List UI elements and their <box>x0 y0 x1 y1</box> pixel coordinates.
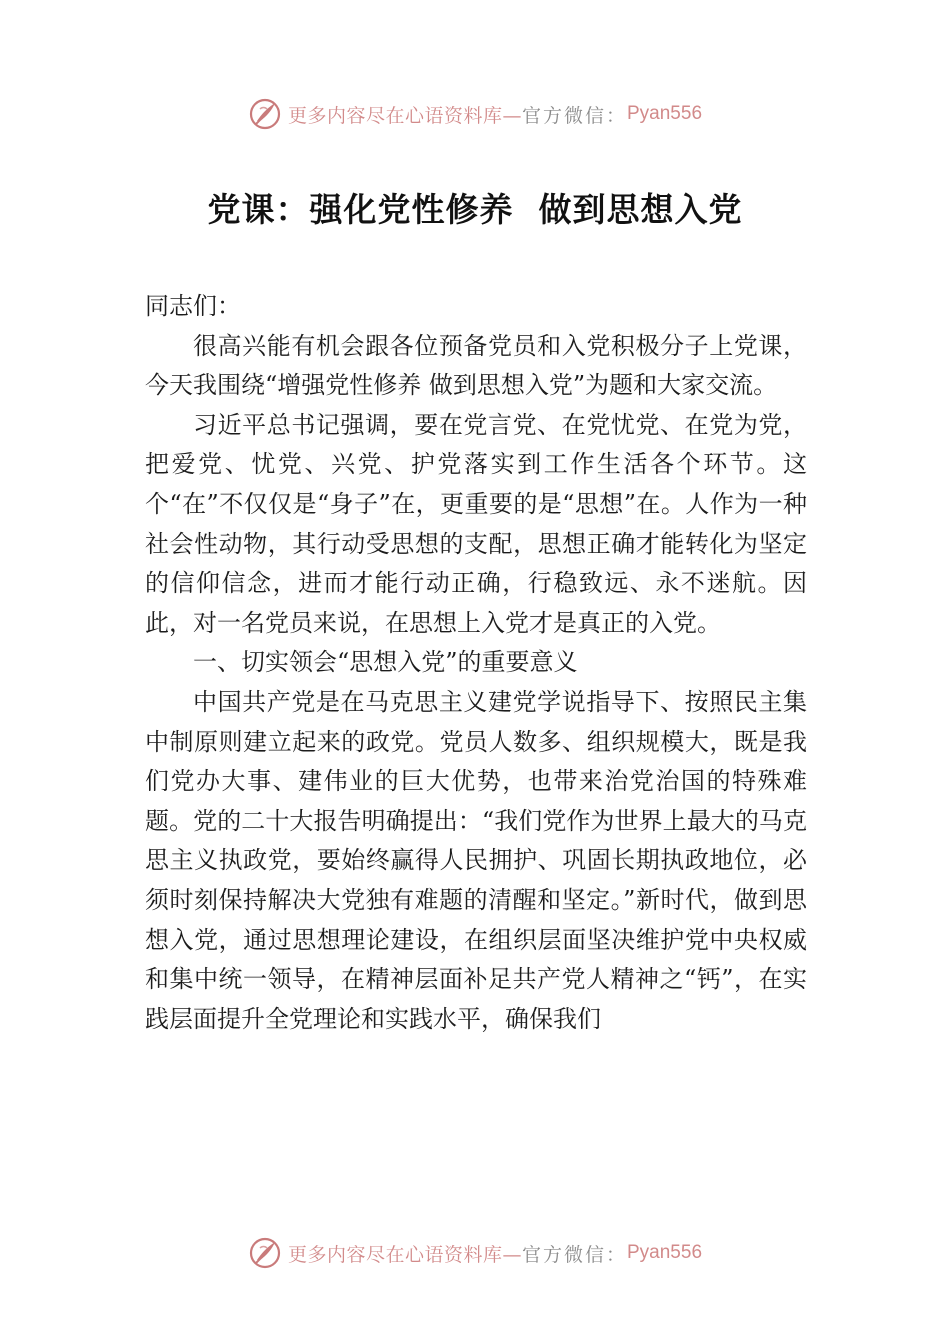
banner-slogan: 更多内容尽在心语资料库— <box>287 104 522 127</box>
footer-watermark-banner <box>0 1231 950 1275</box>
banner-wechat-id: Pyan556 <box>627 103 703 124</box>
banner-wechat-label: 官方微信： <box>521 1243 627 1266</box>
banner-wechat-id: Pyan556 <box>627 1242 703 1263</box>
section-heading: 一、切实领会“思想入党”的重要意义 <box>193 648 578 677</box>
paragraph: 很高兴能有机会跟各位预备党员和入党积极分子上党课，今天我围绕“增强党性修养 做到思想入党”为题和大家交流。 <box>145 331 807 400</box>
banner-slogan: 更多内容尽在心语资料库— <box>287 1243 522 1266</box>
paragraph: 习近平总书记强调，要在党言党、在党忧党、在党为党，把爱党、忧党、兴党、护党落实到工作生活各个环节。这个“在”不仅仅是“身子”在，更重要的是“思想”在。人作为一种社会性动物，其行动受思想的支配，思想正确才能转化为坚定的信仰信念，进而才能行动正确，行稳致远、永不迷航。因此，对一名党员来说，在思想上入党才是真正的入党。 <box>145 410 807 637</box>
document-title: 党课：强化党性修养 做到思想入党 <box>207 190 743 229</box>
header-watermark-banner <box>0 92 950 136</box>
quill-logo-icon <box>248 97 282 131</box>
quill-logo-icon <box>248 1236 282 1270</box>
salutation: 同志们： <box>145 292 241 320</box>
document-body <box>145 287 807 1039</box>
banner-wechat-label: 官方微信： <box>521 104 627 127</box>
paragraph: 中国共产党是在马克思主义建党学说指导下、按照民主集中制原则建立起来的政党。党员人数多、组织规模大，既是我们党办大事、建伟业的巨大优势，也带来治党治国的特殊难题。党的二十大报告明确提出：“我们党作为世界上最大的马克思主义执政党，要始终赢得人民拥护、巩固长期执政地位，必须时刻保持解决大党独有难题的清醒和坚定。”新时代，做到思想入党，通过思想理论建设，在组织层面坚决维护党中央权威和集中统一领导，在精神层面补足共产党人精神之“钙”，在实践层面提升全党理论和实践水平，确保我们 <box>145 687 807 1033</box>
